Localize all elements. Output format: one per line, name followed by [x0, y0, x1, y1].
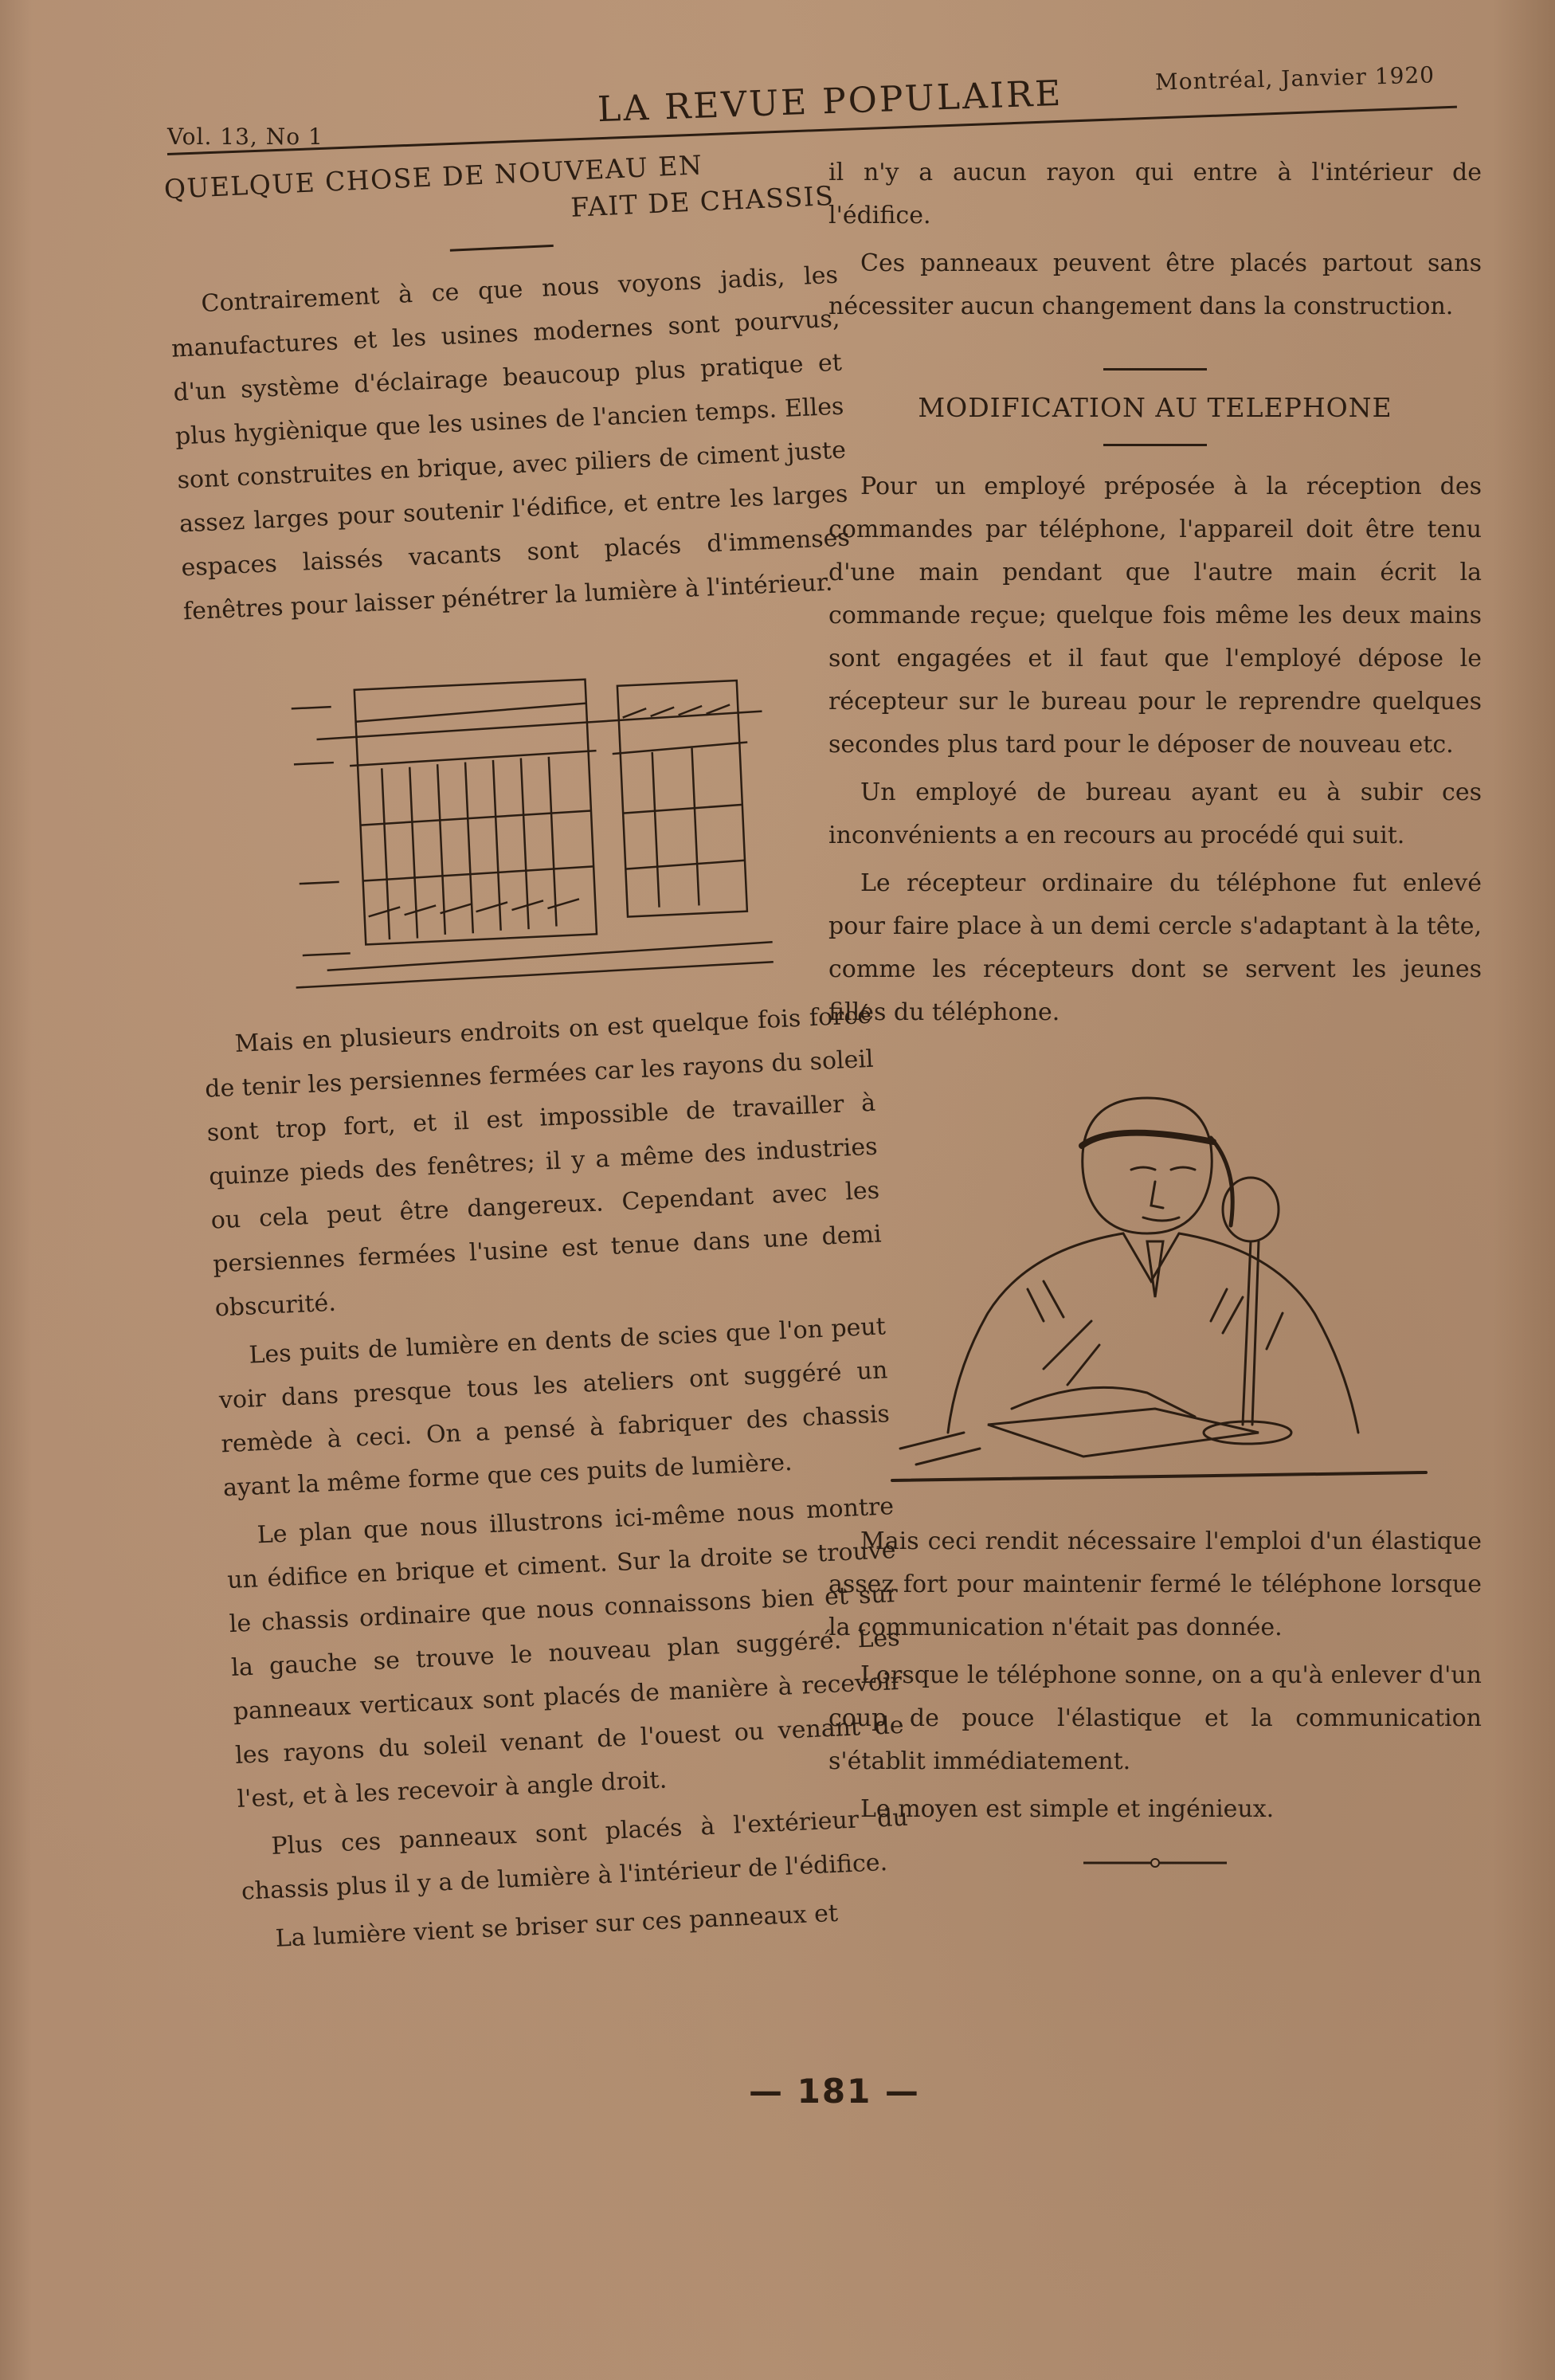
volume-number: Vol. 13, No 1 — [167, 124, 323, 150]
article-continuation: Ces panneaux peuvent être placés partout sans nécessiter aucun changement dans la construction. — [828, 249, 1482, 320]
article-title-line1: QUELQUE CHOSE DE NOUVEAU EN — [163, 149, 704, 205]
article-paragraph: Lorsque le téléphone sonne, on a qu'à enlever d'un coup de pouce l'élastique et la communication s'établit immédiatement. — [828, 1661, 1482, 1776]
article-paragraph: Les puits de lumière en dents de scies que l'on peut voir dans presque tous les ateliers ont suggéré un remède à ceci. On a pensé à fabriquer des chassis ayant la même forme que ces puits de lumière. — [218, 1312, 891, 1503]
article-continuation: il n'y a aucun rayon qui entre à l'intérieur de l'édifice. — [828, 159, 1482, 229]
article-paragraph: Un employé de bureau ayant eu à subir ces inconvénients a en recours au procédé qui suit. — [828, 778, 1482, 850]
telephone-operator-illustration — [868, 1050, 1442, 1496]
title-divider — [450, 245, 554, 252]
end-ornament — [1075, 1855, 1235, 1871]
right-column — [828, 151, 1482, 1871]
publication-title: LA REVUE POPULAIRE — [597, 73, 1064, 131]
title-divider — [1103, 444, 1207, 446]
article-paragraph: Mais ceci rendit nécessaire l'emploi d'un élastique assez fort pour maintenir fermé le téléphone lorsque la communication n'était pas donnée. — [828, 1527, 1482, 1642]
article-divider — [1103, 368, 1207, 371]
article-paragraph: Plus ces panneaux sont placés à l'extérieur du chassis plus il y a de lumière à l'intérieur de l'édifice. — [241, 1804, 909, 1907]
article-title-line2: FAIT DE CHASSIS — [570, 180, 836, 224]
page-number: — 181 — — [749, 2072, 920, 2111]
left-column — [163, 141, 913, 1967]
article-paragraph: Contrairement à ce que nous voyons jadis, les manufactures et les usines modernes sont pourvus, d'un système d'éclairage beaucoup plus pratique et plus hygiènique que les usines de l'ancien temps. Elles sont construites en brique, avec piliers de ciment juste assez larges pour soutenir l'édifice, et entre les larges espaces laissés vacants sont placés d'immenses fenêtres pour laisser pénétrer la lumière à l'intérieur. — [170, 261, 851, 626]
article-title: MODIFICATION AU TELEPHONE — [918, 392, 1392, 423]
article-paragraph: Le plan que nous illustrons ici-même nous montre un édifice en brique et ciment. Sur la droite se trouve le chassis ordinaire que nous connaissons bien et sur la gauche se trouve le nouveau plan suggéré. Les panneaux verticaux sont placés de manière à recevoir les rayons du soleil venant de l'ouest ou venant de l'est, et à les recevoir à angle droit. — [226, 1492, 905, 1814]
article-paragraph: Le récepteur ordinaire du téléphone fut enlevé pour faire place à un demi cercle s'adaptant à la tête, comme les récepteurs dont se servent les jeunes filles du téléphone. — [828, 869, 1482, 1027]
article-paragraph: Le moyen est simple et ingénieux. — [860, 1795, 1275, 1824]
article-paragraph: Mais en plusieurs endroits on est quelque fois forcé de tenir les persiennes fermées car les rayons du soleil sont trop fort, et il est impossible de travailler à quinze pieds des fenêtres; il y a même des industries ou cela peut être dangereux. Cependant avec les persiennes fermées l'usine est tenue dans une demi obscurité. — [204, 1002, 883, 1323]
page-header — [167, 56, 1458, 151]
article-paragraph: La lumière vient se briser sur ces panneaux et — [275, 1900, 839, 1954]
window-sash-illustration — [264, 623, 789, 997]
article-paragraph: Pour un employé préposée à la réception des commandes par téléphone, l'appareil doit être tenu d'une main pendant que l'autre main écrit la commande reçue; quelque fois même les deux mains sont engagées et il faut que l'employé dépose le récepteur sur le bureau pour le reprendre quelques secondes plus tard pour le déposer de nouveau etc. — [828, 472, 1482, 759]
issue-date: Montréal, Janvier 1920 — [1154, 61, 1436, 96]
